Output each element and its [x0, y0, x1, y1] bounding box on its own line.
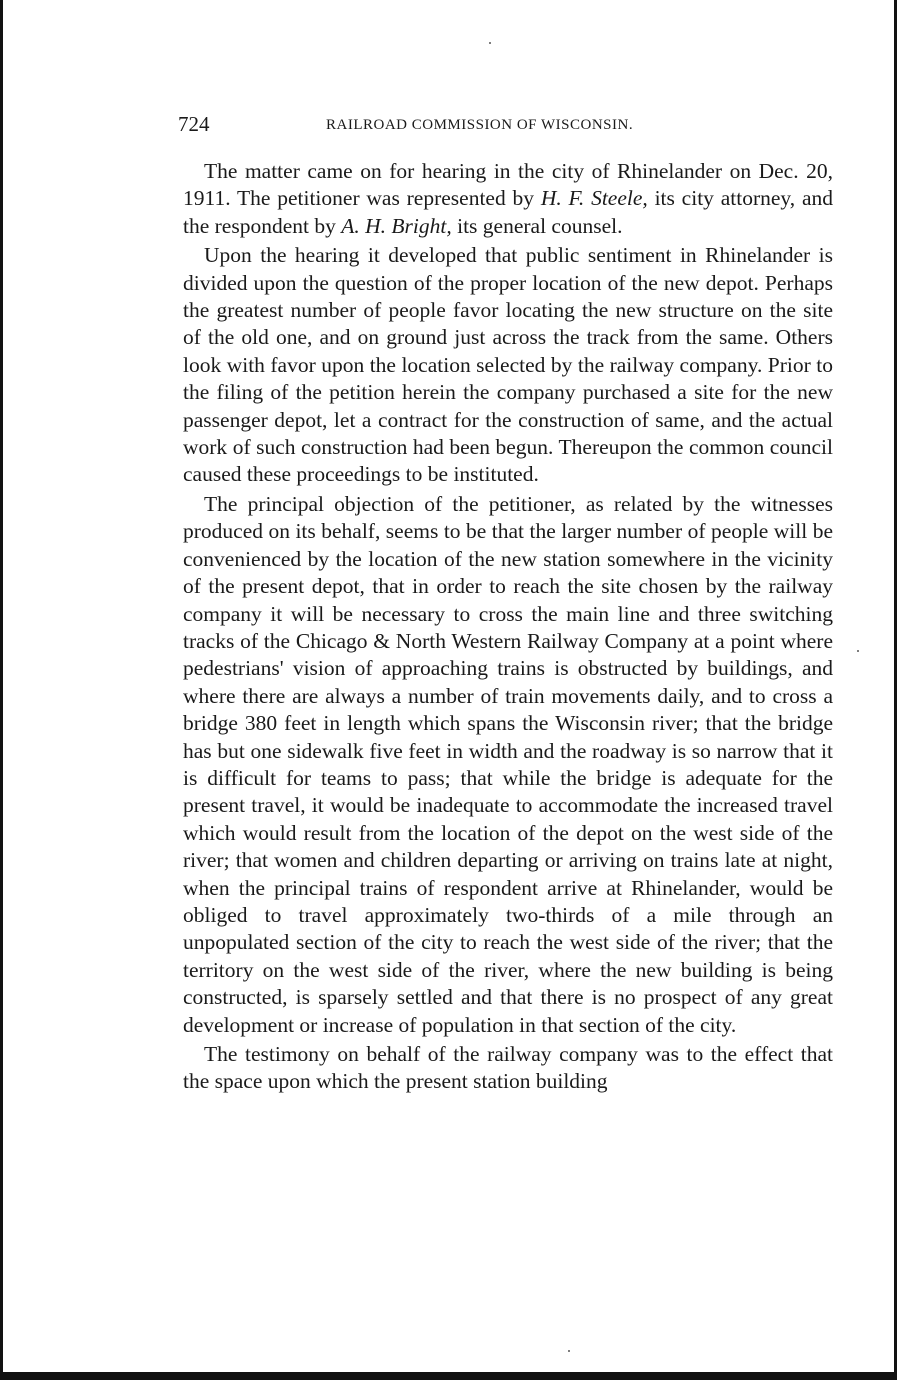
attorney-name: H. F. Steele,	[540, 186, 648, 211]
paragraph-hearing	[183, 158, 833, 240]
scan-edge-bottom	[0, 1372, 897, 1380]
page-number: 724	[178, 112, 210, 136]
scan-edge-left	[0, 0, 3, 1380]
scan-speck	[568, 1350, 570, 1352]
counsel-name: A. H. Bright,	[341, 213, 452, 238]
scan-speck	[489, 42, 491, 44]
document-body	[183, 158, 833, 1098]
paragraph-public-sentiment: Upon the hearing it developed that public sentiment in Rhinelander is divided upon the question of the proper location of the new depot. Perhaps the greatest number of people favor locating the new structure on the site of the old one, and on ground just across the track from the same. Others look with favor upon the location selected by the railway company. Prior to the filing of the petition herein the company purchased a site for the new passenger depot, let a contract for the construction of same, and the actual work of such construction had been begun. Thereupon the common council caused these proceedings to be instituted.	[183, 243, 833, 487]
paragraph-railway-testimony: The testimony on behalf of the railway company was to the effect that the space upon which the present station building	[183, 1042, 833, 1094]
text-run: its city attorney, and the respondent by	[183, 186, 833, 238]
running-head: RAILROAD COMMISSION OF WISCONSIN.	[326, 117, 634, 133]
text-run: its general counsel.	[451, 213, 623, 238]
text-run: The matter came on for hearing in the city of Rhinelander on Dec. 20, 1911. The petitioner was represented by	[183, 159, 833, 211]
scan-speck	[857, 650, 859, 652]
paragraph-principal-objection: The principal objection of the petitioner, as related by the witnesses produced on its behalf, seems to be that the larger number of people will be convenienced by the location of the new station somewhere in the vicinity of the present depot, that in order to reach the site chosen by the railway company it will be necessary to cross the main line and three switching tracks of the Chicago & North Western Railway Company at a point where pedestrians' vision of approaching trains is obstructed by buildings, and where there are always a number of train movements daily, and to cross a bridge 380 feet in length which spans the Wisconsin river; that the bridge has but one sidewalk five feet in width and the roadway is so narrow that it is difficult for teams to pass; that while the bridge is adequate for the present travel, it would be inadequate to accommodate the increased travel which would result from the location of the depot on the west side of the river; that women and children departing or arriving on trains late at night, when the principal trains of respondent arrive at Rhinelander, would be obliged to travel approximately two-thirds of a mile through an unpopulated section of the city to reach the west side of the river; that the territory on the west side of the river, where the new building is being constructed, is sparsely settled and that there is no prospect of any great development or increase of population in that section of the city.	[183, 491, 833, 1037]
page-header	[178, 112, 838, 142]
